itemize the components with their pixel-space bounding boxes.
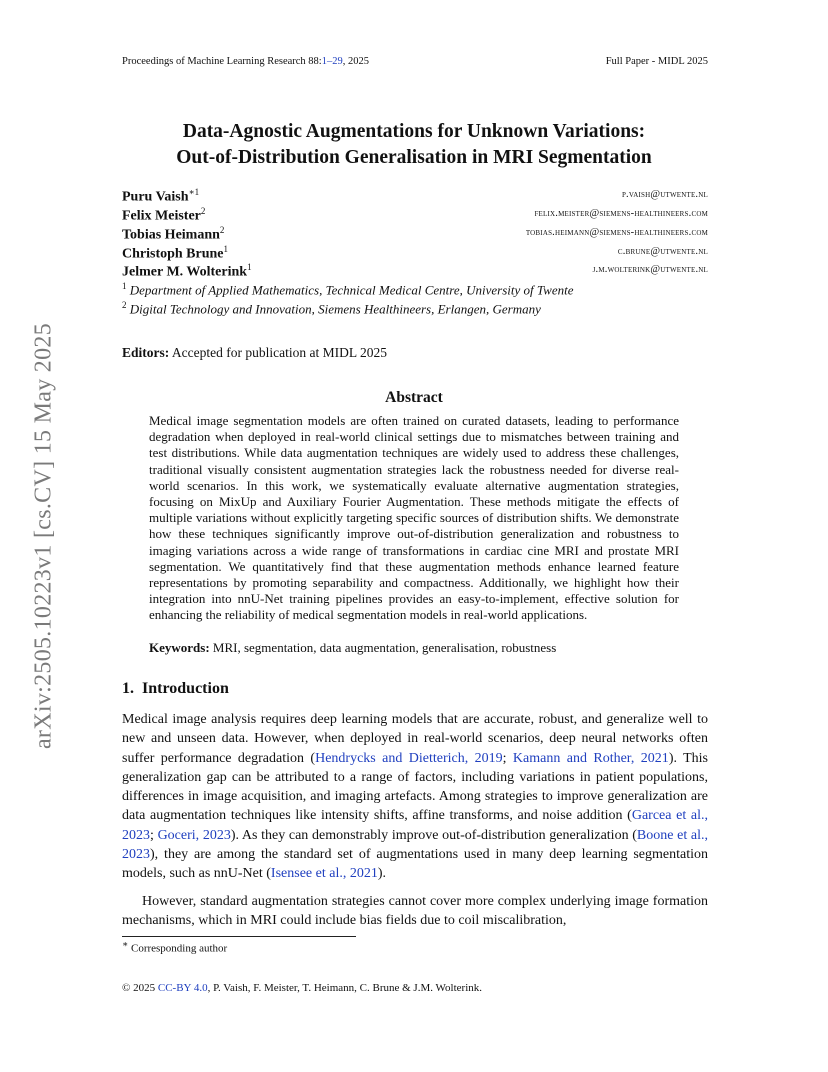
author-row <box>122 206 708 225</box>
page-range-link[interactable]: 1–29 <box>321 56 343 67</box>
keywords-label: Keywords: <box>149 640 210 655</box>
author-row <box>122 225 708 244</box>
author-row <box>122 262 708 281</box>
citation-link[interactable]: Boone et al., 2023 <box>122 827 709 863</box>
author-email: p.vaish@utwente.nl <box>621 189 708 200</box>
author-name: Tobias Heimann$^2$ <box>122 225 225 243</box>
paper-title <box>0 119 828 171</box>
author-name: Jelmer M. Wolterink$^1$ <box>122 262 252 280</box>
footnote-rule <box>122 936 356 937</box>
license-link[interactable]: CC-BY 4.0 <box>157 982 208 994</box>
citation-link[interactable]: Goceri, 2023 <box>157 827 231 843</box>
citation-link[interactable]: Isensee et al., 2021 <box>270 866 378 882</box>
keywords-text: MRI, segmentation, data augmentation, generalisation, robustness <box>212 640 557 655</box>
author-email: tobias.heimann@siemens-healthineers.com <box>525 227 708 238</box>
author-name: Puru Vaish$^{∗1}$ <box>122 187 200 205</box>
proceedings-text: Proceedings of Machine Learning Research 88: <box>122 56 322 67</box>
footnote: ∗ Corresponding author <box>122 939 228 955</box>
affiliation: $^1$ Department of Applied Mathematics, Technical Medical Centre, University of Twente <box>122 281 574 298</box>
title-line-2: Out-of-Distribution Generalisation in MRI Segmentation <box>176 147 652 168</box>
keywords-line <box>149 640 556 656</box>
citation-link[interactable]: Kamann and Rother, 2021 <box>512 750 669 766</box>
editors-label: Editors: <box>122 345 170 360</box>
abstract-heading: Abstract <box>385 389 443 406</box>
author-row <box>122 244 708 263</box>
author-email: j.m.wolterink@utwente.nl <box>592 264 708 275</box>
author-row <box>122 187 708 206</box>
abstract-text: Medical image segmentation models are often trained on curated datasets, leading to performance degradation when deployed in real-world clinical settings due to mismatches between training and test distributions. While data augmentation techniques are widely used to address these challenges, traditional visually consistent augmentation strategies lack the robustness needed for diverse real-world scenarios. In this work, we systematically evaluate alternative augmentation strategies, focusing on MixUp and Auxiliary Fourier Augmentation. These methods mitigate the effects of multiple variations without explicitly targeting specific sources of distribution shifts. We demonstrate how these techniques significantly improve out-of-distribution generalization and robustness to imaging variations across a wide range of transformations in cardiac cine MRI and prostate MRI segmentation. We quantitatively find that these augmentation methods enhance learned feature representations by promoting separability and compactness. Additionally, we highlight how their integration into nnU-Net training pipelines provides an easy-to-implement, effective solution for enhancing the reliability of medical segmentation models in real-world applications. <box>149 413 679 623</box>
section-heading: 1. Introduction <box>122 680 229 697</box>
copyright-symbol: © <box>122 982 131 994</box>
author-name: Felix Meister$^2$ <box>122 206 206 224</box>
copyright-line: © 2025 CC-BY 4.0, P. Vaish, F. Meister, T. Heimann, C. Brune & J.M. Wolterink. <box>122 982 482 994</box>
author-email: felix.meister@siemens-healthineers.com <box>534 208 708 219</box>
editors-text: Accepted for publication at MIDL 2025 <box>171 345 387 360</box>
running-header-left <box>122 56 369 67</box>
title-line-1: Data-Agnostic Augmentations for Unknown Variations: <box>182 121 646 142</box>
running-header-right: Full Paper - MIDL 2025 <box>605 56 708 67</box>
author-name: Christoph Brune$^1$ <box>122 244 229 262</box>
intro-paragraph: Medical image analysis requires deep learning models that are accurate, robust, and generalize well to new and unseen data. However, when deployed in real-world scenarios, deep neural networks often suffer performance degradation (Hendrycks and Dietterich, 2019; Kamann and Rother, 2021). This generalization gap can be attributed to a range of factors, including variations in patient populations, differences in image acquisition, and imaging artefacts. Among strategies to improve generalization are data augmentation techniques like intensity shifts, affine transforms, and noise addition (Garcea et al., 2023; Goceri, 2023). As they can demonstrably improve out-of-distribution generalization (Boone et al., 2023), they are among the standard set of augmentations used in many deep learning segmentation models, such as nnU-Net (Isensee et al., 2021). <box>122 712 709 882</box>
author-email: c.brune@utwente.nl <box>617 246 708 257</box>
intro-paragraph: However, standard augmentation strategies cannot cover more complex underlying image formation mechanisms, which in MRI could include bias fields due to coil miscalibration, <box>122 894 708 929</box>
citation-link[interactable]: Garcea et al., 2023 <box>122 808 708 843</box>
arxiv-stamp: arXiv:2505.10223v1 [cs.CV] 15 May 2025 <box>30 322 57 750</box>
affiliation: $^2$ Digital Technology and Innovation, Siemens Healthineers, Erlangen, Germany <box>122 300 541 317</box>
citation-link[interactable]: Hendrycks and Dietterich, 2019 <box>315 750 503 766</box>
proceedings-year: , 2025 <box>342 56 369 67</box>
editors-line <box>122 345 387 361</box>
